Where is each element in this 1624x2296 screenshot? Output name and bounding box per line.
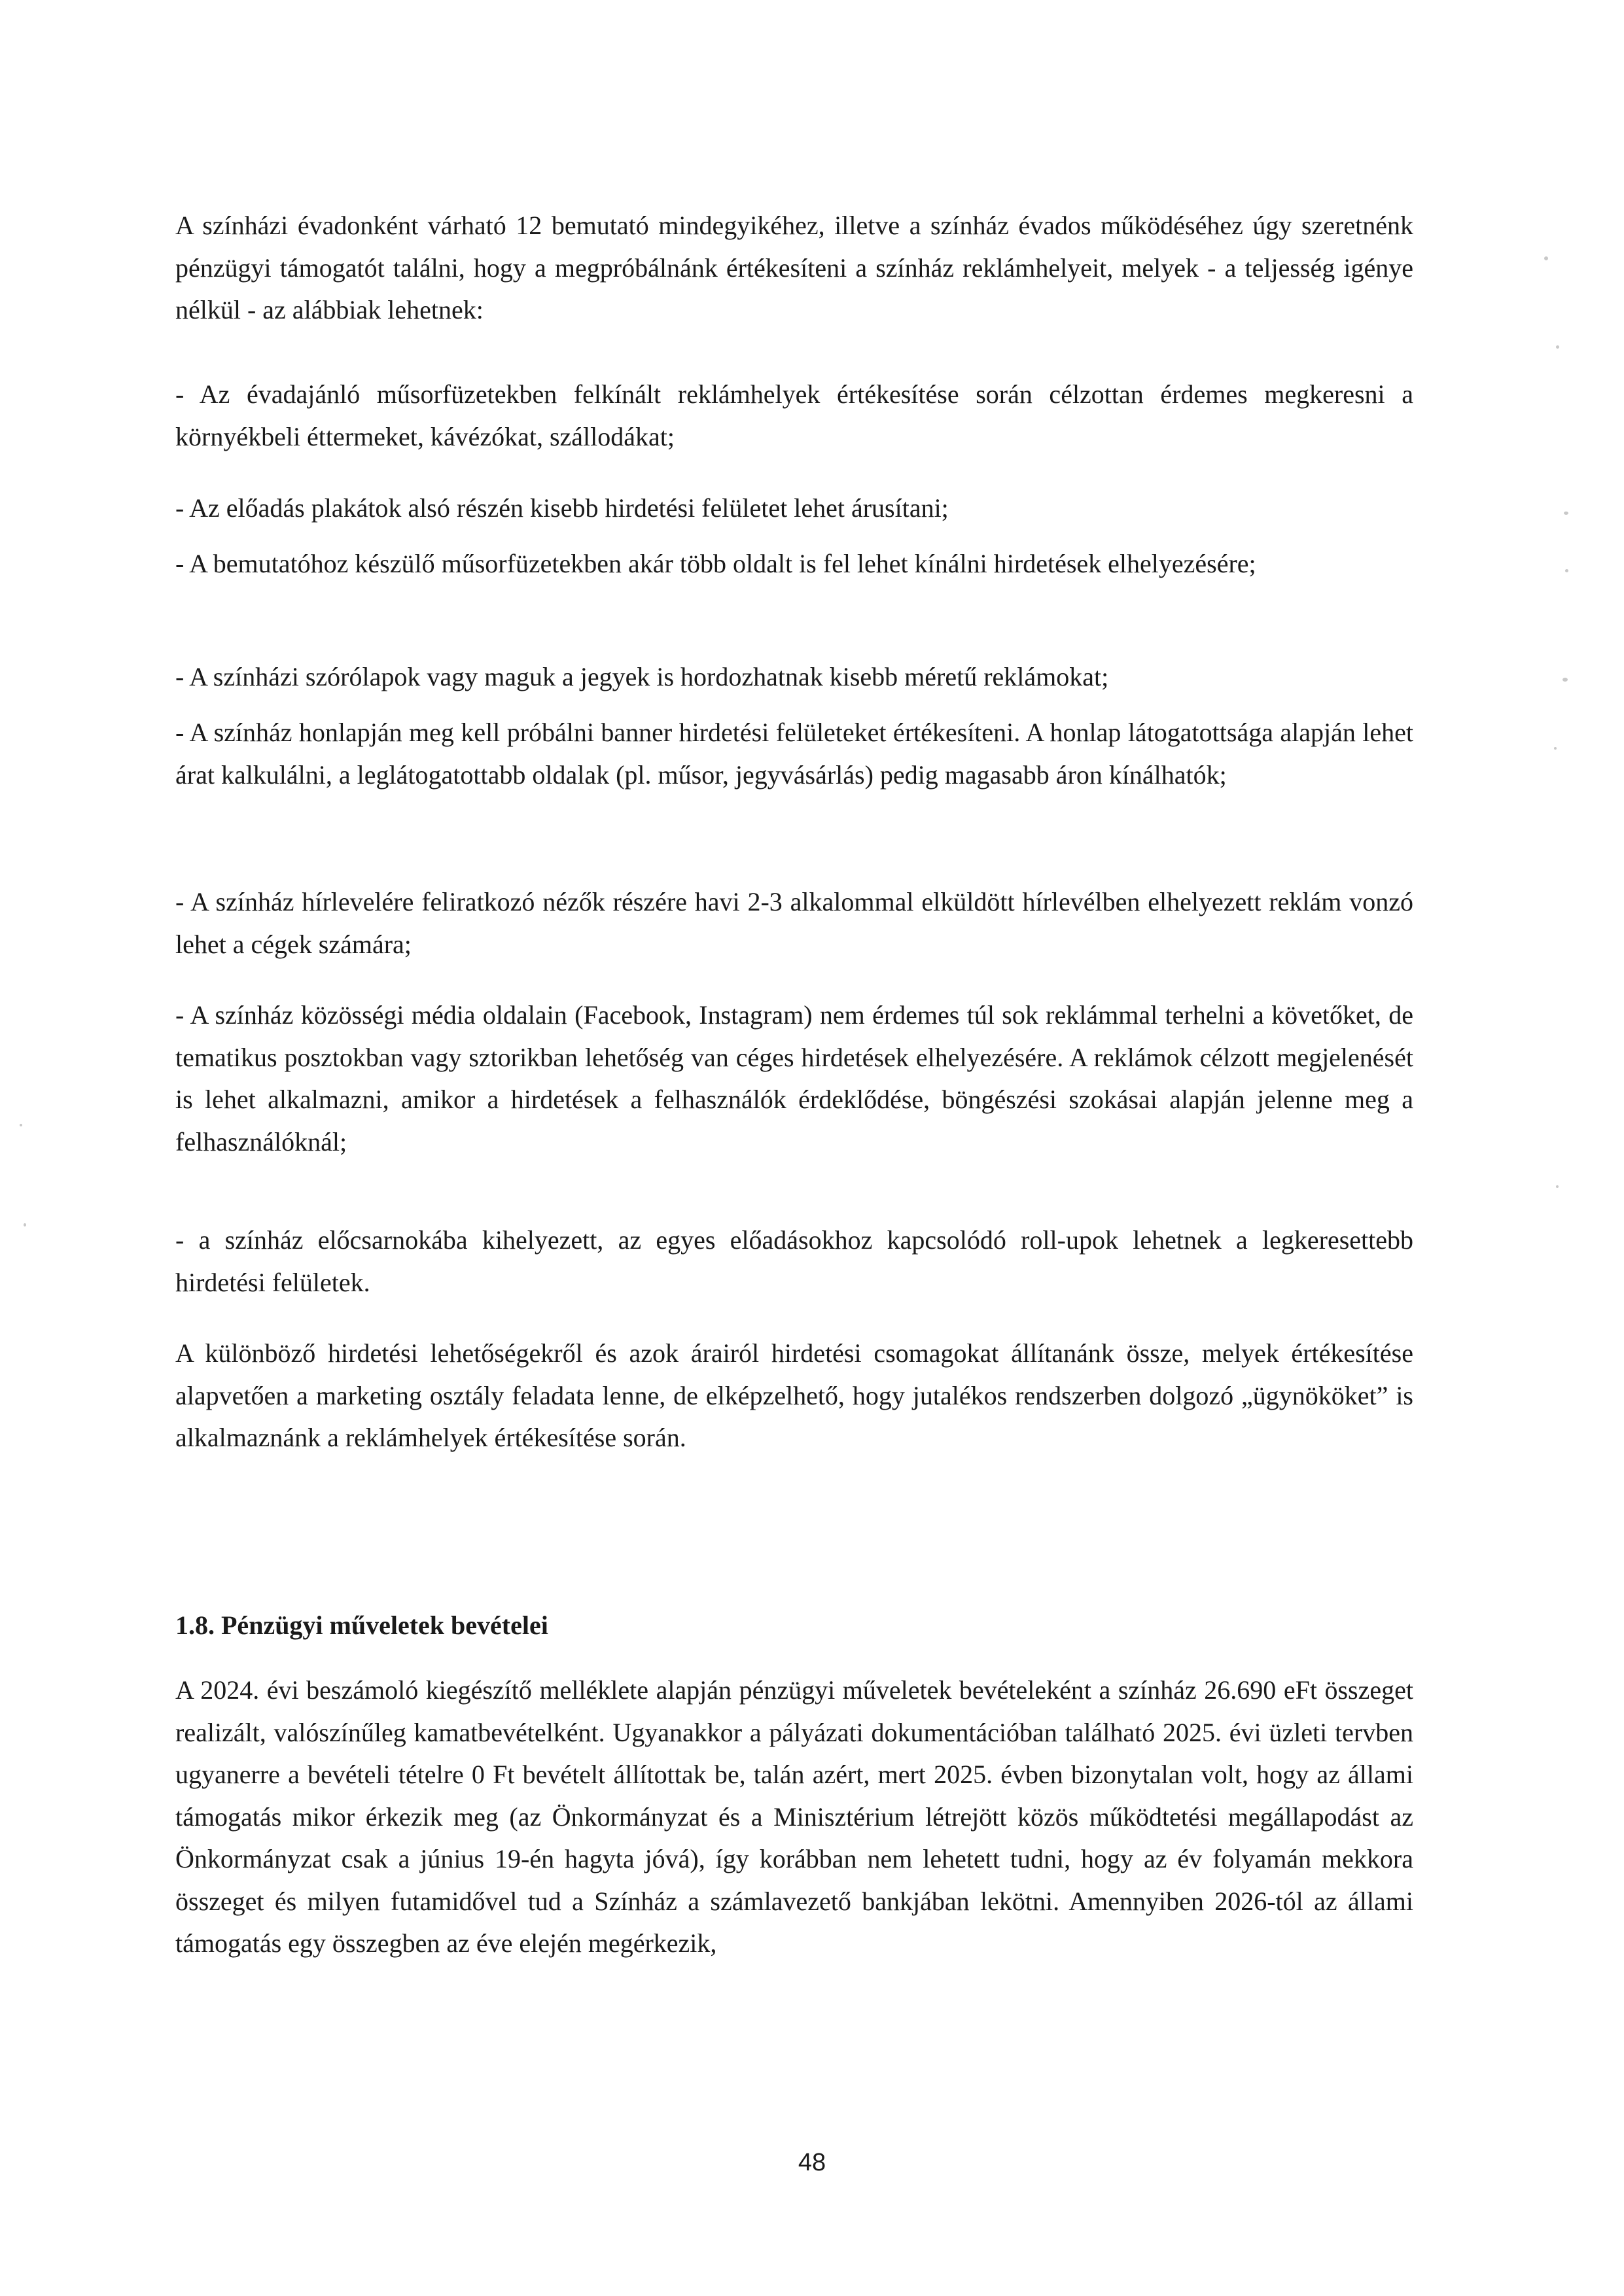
page-number: 48 xyxy=(798,2149,826,2176)
list-item-posters: - Az előadás plakátok alsó részén kisebb hirdetési felületet lehet árusítani; xyxy=(175,493,949,523)
list-item-premiere-booklets: - A bemutatóhoz készülő műsorfüzetekben akár több oldalt is fel lehet kínálni hirdetések elhelyezésére; xyxy=(175,549,1256,578)
intro-paragraph: A színházi évadonként várható 12 bemutató mindegyikéhez, illetve a színház évados működéséhez úgy szeretnénk pénzügyi támogatót találni, hogy a megpróbálnánk értékesíteni a színház reklámhelyeit, melyek - a teljesség igénye nélkül - az alábbiak lehetnek: xyxy=(175,211,1413,324)
advertising-packages-paragraph: A különböző hirdetési lehetőségekről és azok árairól hirdetési csomagokat állítanánk össze, melyek értékesítése alapvetően a marketing osztály feladata lenne, de elképzelhető, hogy jutalékos rendszerben dolgozó „ügynököket” is alkalmaznánk a reklámhelyek értékesítése során. xyxy=(175,1338,1413,1452)
scan-speck xyxy=(1554,747,1557,750)
scan-speck xyxy=(1556,345,1559,349)
financial-income-paragraph: A 2024. évi beszámoló kiegészítő melléklete alapján pénzügyi műveletek bevételeként a színház 26.690 eFt összeget realizált, valószínűleg kamatbevételként. Ugyanakkor a pályázati dokumentációban található 2025. évi üzleti tervben ugyanerre a bevételi tételre 0 Ft bevételt állítottak be, talán azért, mert 2025. évben bizonytalan volt, hogy az állami támogatás mikor érkezik meg (az Önkormányzat és a Minisztérium létrejött közös működtetési megállapodást az Önkormányzat csak a június 19-én hagyta jóvá), így korábban nem lehetett tudni, hogy az év folyamán mekkora összeget és milyen futamidővel tud a Színház a számlavezető bankjában lekötni. Amennyiben 2026-tól az állami támogatás egy összegben az éve elején megérkezik, xyxy=(175,1675,1413,1958)
list-item-roll-ups: - a színház előcsarnokába kihelyezett, az egyes előadásokhoz kapcsolódó roll-upok lehetnek a legkeresettebb hirdetési felületek. xyxy=(175,1225,1413,1297)
scan-speck xyxy=(1556,1185,1559,1188)
scan-speck xyxy=(1562,678,1568,682)
scan-speck xyxy=(1564,512,1568,515)
list-item-website-banners: - A színház honlapján meg kell próbálni banner hirdetési felületeket értékesíteni. A honlap látogatottsága alapján lehet árat kalkulálni, a leglátogatottabb oldalak (pl. műsor, jegyvásárlás) pedig magasabb áron kínálhatók; xyxy=(175,718,1413,790)
list-item-flyers-tickets: - A színházi szórólapok vagy maguk a jegyek is hordozhatnak kisebb méretű reklámokat; xyxy=(175,662,1109,691)
scan-speck xyxy=(24,1223,26,1226)
scan-speck xyxy=(1544,256,1548,260)
scan-speck xyxy=(1565,569,1568,572)
list-item-newsletter: - A színház hírlevelére feliratkozó nézők részére havi 2-3 alkalommal elküldött hírlevélben elhelyezett reklám vonzó lehet a cégek számára; xyxy=(175,887,1413,959)
list-item-social-media: - A színház közösségi média oldalain (Facebook, Instagram) nem érdemes túl sok reklámmal terhelni a követőket, de tematikus posztokban vagy sztorikban lehetőség van céges hirdetések elhelyezésére. A reklámok célzott megjelenését is lehet alkalmazni, amikor a hirdetések a felhasználók érdeklődése, böngészési szokásai alapján jelenne meg a felhasználóknál; xyxy=(175,1000,1413,1157)
section-heading: 1.8. Pénzügyi műveletek bevételei xyxy=(175,1610,548,1640)
scan-speck xyxy=(20,1124,22,1126)
list-item-program-booklets: - Az évadajánló műsorfüzetekben felkínált reklámhelyek értékesítése során célzottan érdemes megkeresni a környékbeli éttermeket, kávézókat, szállodákat; xyxy=(175,379,1413,451)
